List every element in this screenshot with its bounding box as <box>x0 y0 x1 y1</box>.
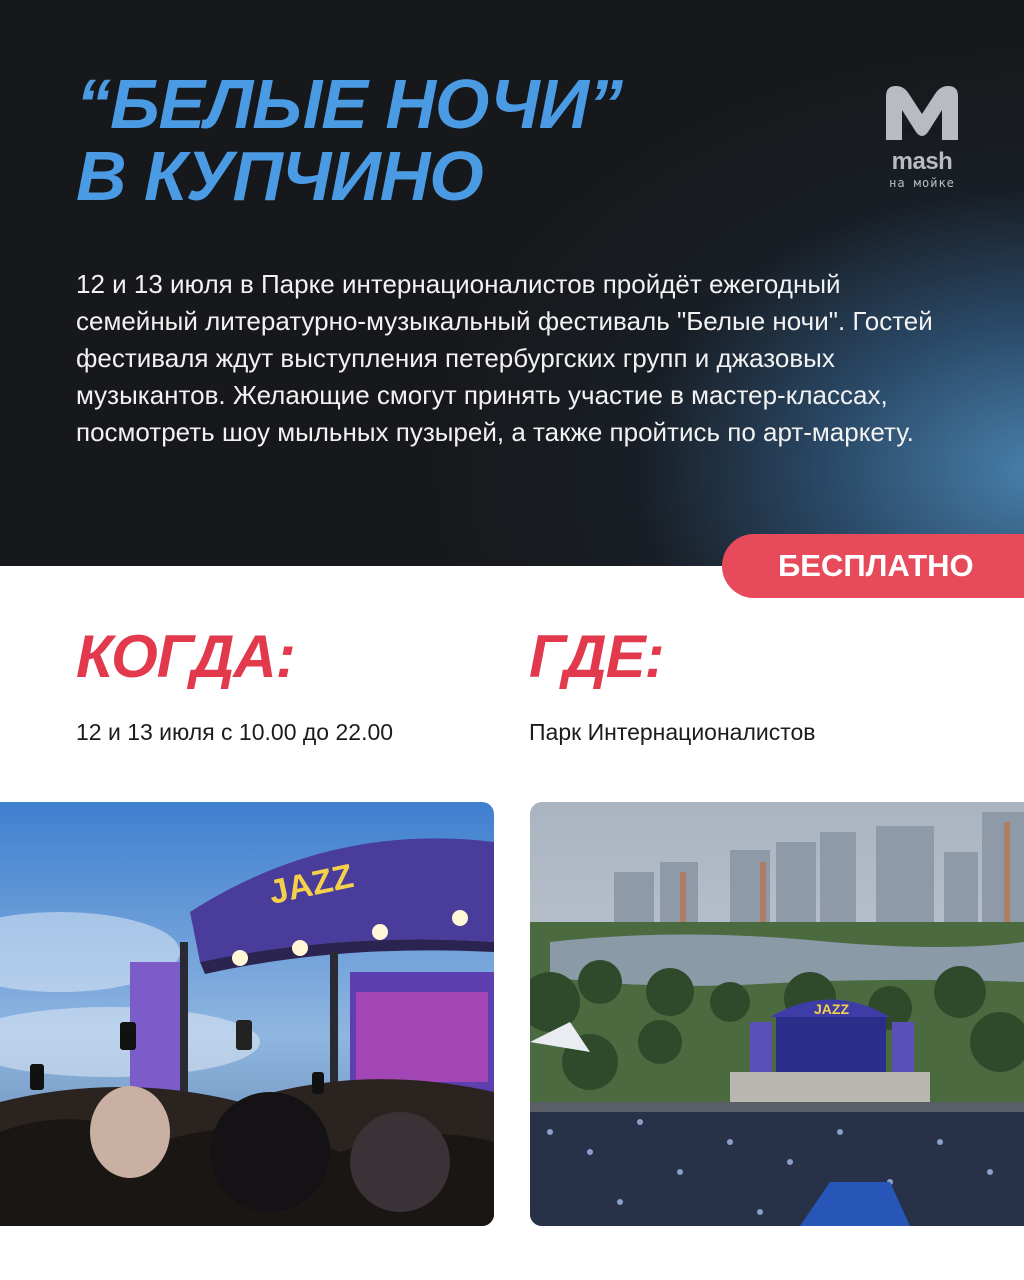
where-heading: ГДЕ: <box>529 623 664 690</box>
free-badge: БЕСПЛАТНО <box>722 534 1024 598</box>
when-heading: КОГДА: <box>76 623 295 690</box>
page-title <box>76 65 622 215</box>
when-value: 12 и 13 июля с 10.00 до 22.00 <box>76 719 394 745</box>
stage-sign-aerial: JAZZ <box>814 1001 849 1017</box>
park-aerial-photo <box>530 802 1024 1226</box>
where-value: Парк Интернационалистов <box>529 719 816 745</box>
hero-section <box>0 0 1024 566</box>
mash-m-logo-icon <box>882 82 962 144</box>
logo-wordmark: mash <box>891 148 953 175</box>
logo-subtitle: на мойке <box>889 176 955 190</box>
title-line-2: В КУПЧИНО <box>76 137 483 215</box>
event-description: 12 и 13 июля в Парке интернационалистов пройдёт ежегодный семейный литературно-музыкальный фестиваль "Белые ночи". Гостей фестиваля ждут выступления петербургских групп и джазовых музыкантов. Желающие смогут принять участие в мастер-классах, посмотреть шоу мыльных пузырей, а также пройтись по арт-маркету. <box>76 269 933 447</box>
mash-logo <box>882 82 962 192</box>
title-line-1: “БЕЛЫЕ НОЧИ” <box>76 65 622 143</box>
stage-sign: JAZZ <box>265 857 357 912</box>
concert-photo <box>0 802 494 1226</box>
